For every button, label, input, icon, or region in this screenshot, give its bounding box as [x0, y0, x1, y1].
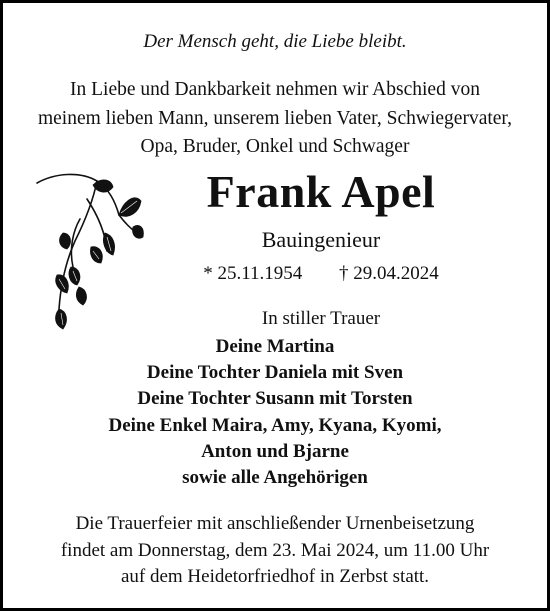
intro-line: Opa, Bruder, Onkel und Schwager: [140, 136, 410, 157]
deceased-name: Frank Apel: [206, 166, 436, 217]
ceremony-line: findet am Donnerstag, dem 23. Mai 2024, um 11.00 Uhr: [60, 539, 490, 561]
ceremony-line: Die Trauerfeier mit anschließender Urnenbeisetzung: [75, 513, 475, 534]
mourners-label: In stiller Trauer: [261, 308, 381, 329]
mourner-line: Deine Tochter Daniela mit Sven: [146, 362, 404, 384]
deceased-profession: Bauingenieur: [261, 227, 381, 252]
mourners-list: [3, 334, 547, 491]
mourner-line: Anton und Bjarne: [201, 440, 349, 462]
intro-line: In Liebe und Dankbarkeit nehmen wir Abschied von: [70, 79, 480, 100]
ceremony-line: auf dem Heidetorfriedhof in Zerbst statt.: [120, 566, 430, 587]
mourner-line: sowie alle Angehörigen: [182, 467, 368, 489]
birth-date: * 25.11.1954: [203, 263, 303, 284]
motto: Der Mensch geht, die Liebe bleibt.: [143, 31, 407, 52]
intro-line: meinem lieben Mann, unserem lieben Vater, Schwiegervater,: [37, 107, 513, 129]
life-dates: [111, 263, 531, 285]
mourner-line: Deine Tochter Susann mit Torsten: [137, 388, 413, 410]
mourner-line: Deine Martina: [215, 336, 335, 357]
mourner-line: Deine Enkel Maira, Amy, Kyana, Kyomi,: [108, 414, 442, 436]
intro-text: [3, 76, 547, 162]
death-date: † 29.04.2024: [339, 263, 439, 284]
ceremony-info: [3, 511, 547, 591]
